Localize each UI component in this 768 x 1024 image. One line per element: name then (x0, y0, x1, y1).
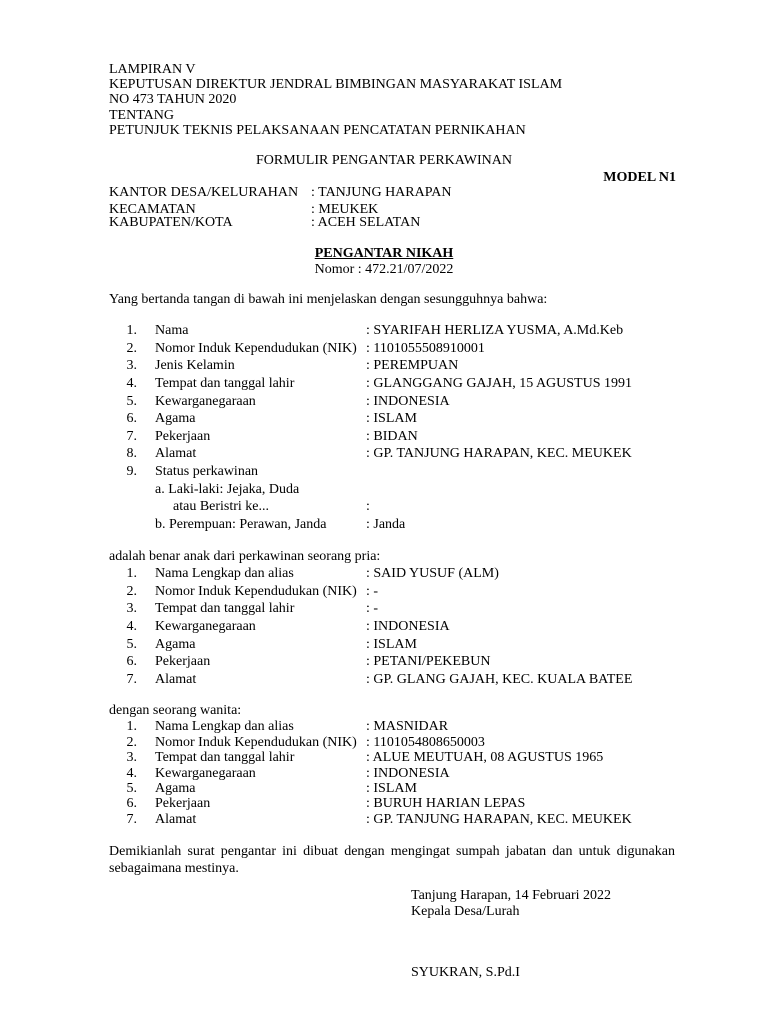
item-label: Status perkawinan (155, 464, 259, 479)
list-item (0, 565, 768, 582)
signature-position: Kepala Desa/Lurah (411, 904, 520, 919)
status-option-male (0, 481, 768, 498)
item-number: 6. (126, 654, 137, 669)
status-label: b. Perempuan: Perawan, Janda (155, 517, 327, 532)
item-label: Tempat dan tanggal lahir (155, 750, 295, 765)
item-number: 4. (126, 376, 137, 391)
item-label: Nomor Induk Kependudukan (NIK) (155, 341, 357, 356)
header-line: TENTANG (109, 107, 174, 123)
item-value: : 1101055508910001 (366, 341, 485, 356)
list-item (0, 749, 768, 766)
item-label: Jenis Kelamin (155, 358, 235, 373)
list-item (0, 410, 768, 427)
list-item (0, 428, 768, 445)
list-item (0, 618, 768, 635)
list-item (0, 463, 768, 480)
item-label: Alamat (155, 446, 197, 461)
item-value: : BIDAN (366, 429, 418, 444)
father-intro: adalah benar anak dari perkawinan seorang pria: (109, 549, 381, 564)
office-value: : TANJUNG HARAPAN (311, 185, 452, 200)
status-option-male-cont (0, 498, 768, 515)
item-label: Agama (155, 637, 196, 652)
item-value: : GP. GLANG GAJAH, KEC. KUALA BATEE (366, 672, 633, 687)
item-label: Pekerjaan (155, 654, 211, 669)
mother-intro: dengan seorang wanita: (109, 703, 242, 718)
item-number: 2. (126, 584, 137, 599)
item-label: Nama Lengkap dan alias (155, 566, 294, 581)
list-item (0, 445, 768, 462)
item-label: Kewarganegaraan (155, 619, 256, 634)
item-label: Alamat (155, 672, 197, 687)
item-label: Alamat (155, 812, 197, 827)
list-item (0, 653, 768, 670)
list-item (0, 322, 768, 339)
item-value: : INDONESIA (366, 394, 450, 409)
header-line: LAMPIRAN V (109, 62, 196, 77)
intro-text: Yang bertanda tangan di bawah ini menjelaskan dengan sesungguhnya bahwa: (109, 292, 548, 307)
item-value: : INDONESIA (366, 619, 450, 634)
closing-paragraph: Demikianlah surat pengantar ini dibuat dengan mengingat sumpah jabatan dan untuk digunakan sebagaimana mestinya. (109, 844, 675, 876)
item-number: 7. (126, 429, 137, 444)
item-number: 2. (126, 341, 137, 356)
signature-name: SYUKRAN, S.Pd.I (411, 965, 520, 980)
item-label: Agama (155, 781, 196, 796)
item-label: Nama Lengkap dan alias (155, 719, 294, 734)
item-value: : ISLAM (366, 411, 417, 426)
document-title: PENGANTAR NIKAH (314, 246, 454, 261)
item-label: Nomor Induk Kependudukan (NIK) (155, 735, 357, 750)
status-value: : (366, 499, 370, 514)
item-value: : GP. TANJUNG HARAPAN, KEC. MEUKEK (366, 446, 632, 461)
document-header (109, 62, 562, 138)
list-item (0, 600, 768, 617)
item-number: 5. (126, 637, 137, 652)
item-number: 8. (126, 446, 137, 461)
item-value: : GLANGGANG GAJAH, 15 AGUSTUS 1991 (366, 376, 633, 391)
office-label: KABUPATEN/KOTA (109, 215, 233, 230)
list-item (0, 357, 768, 374)
item-number: 7. (126, 672, 137, 687)
item-number: 2. (126, 735, 137, 750)
item-value: : PETANI/PEKEBUN (366, 654, 491, 669)
item-number: 7. (126, 812, 137, 827)
header-line: KEPUTUSAN DIREKTUR JENDRAL BIMBINGAN MASYARAKAT ISLAM (109, 77, 563, 93)
status-label: atau Beristri ke... (173, 499, 270, 514)
item-label: Tempat dan tanggal lahir (155, 376, 295, 391)
list-item (0, 718, 768, 735)
office-label: KANTOR DESA/KELURAHAN (109, 185, 299, 200)
list-item (0, 795, 768, 812)
signature-place-date: Tanjung Harapan, 14 Februari 2022 (411, 888, 612, 903)
status-value: : Janda (366, 517, 406, 532)
item-number: 3. (126, 358, 137, 373)
item-number: 1. (126, 719, 137, 734)
item-number: 4. (126, 766, 137, 781)
item-value: : ALUE MEUTUAH, 08 AGUSTUS 1965 (366, 750, 604, 765)
item-number: 3. (126, 601, 137, 616)
status-label: a. Laki-laki: Jejaka, Duda (155, 482, 300, 497)
item-value: : ISLAM (366, 637, 417, 652)
list-item (0, 811, 768, 828)
item-label: Agama (155, 411, 196, 426)
item-label: Kewarganegaraan (155, 766, 256, 781)
item-value: : INDONESIA (366, 766, 450, 781)
status-option-female (0, 516, 768, 533)
item-label: Pekerjaan (155, 429, 211, 444)
item-label: Pekerjaan (155, 796, 211, 811)
office-label: KECAMATAN (109, 202, 196, 217)
office-value: : ACEH SELATAN (311, 215, 421, 230)
list-item (0, 375, 768, 392)
office-row (0, 214, 768, 232)
item-value: : SYARIFAH HERLIZA YUSMA, A.Md.Keb (366, 323, 624, 338)
item-number: 4. (126, 619, 137, 634)
item-number: 5. (126, 394, 137, 409)
header-line: PETUNJUK TEKNIS PELAKSANAAN PENCATATAN PERNIKAHAN (109, 122, 526, 138)
item-value: : MASNIDAR (366, 719, 449, 734)
list-item (0, 636, 768, 653)
item-number: 6. (126, 411, 137, 426)
list-item (0, 340, 768, 357)
item-label: Nama (155, 323, 189, 338)
item-value: : GP. TANJUNG HARAPAN, KEC. MEUKEK (366, 812, 632, 827)
item-value: : BURUH HARIAN LEPAS (366, 796, 526, 811)
item-value: : PEREMPUAN (366, 358, 459, 373)
item-value: : 1101054808650003 (366, 735, 485, 750)
item-label: Tempat dan tanggal lahir (155, 601, 295, 616)
list-item (0, 393, 768, 410)
item-value: : - (366, 584, 379, 599)
item-label: Nomor Induk Kependudukan (NIK) (155, 584, 357, 599)
document-number: Nomor : 472.21/07/2022 (314, 262, 454, 277)
header-line: NO 473 TAHUN 2020 (109, 92, 237, 108)
item-value: : SAID YUSUF (ALM) (366, 566, 499, 581)
list-item (0, 583, 768, 600)
item-number: 6. (126, 796, 137, 811)
item-number: 1. (126, 566, 137, 581)
item-label: Kewarganegaraan (155, 394, 256, 409)
office-value: : MEUKEK (311, 202, 379, 217)
item-number: 3. (126, 750, 137, 765)
office-row (0, 184, 768, 202)
item-number: 5. (126, 781, 137, 796)
form-title: FORMULIR PENGANTAR PERKAWINAN (256, 153, 512, 168)
item-number: 1. (126, 323, 137, 338)
item-value: : ISLAM (366, 781, 417, 796)
item-value: : - (366, 601, 379, 616)
item-number: 9. (126, 464, 137, 479)
list-item (0, 671, 768, 688)
model-label: MODEL N1 (603, 170, 676, 185)
